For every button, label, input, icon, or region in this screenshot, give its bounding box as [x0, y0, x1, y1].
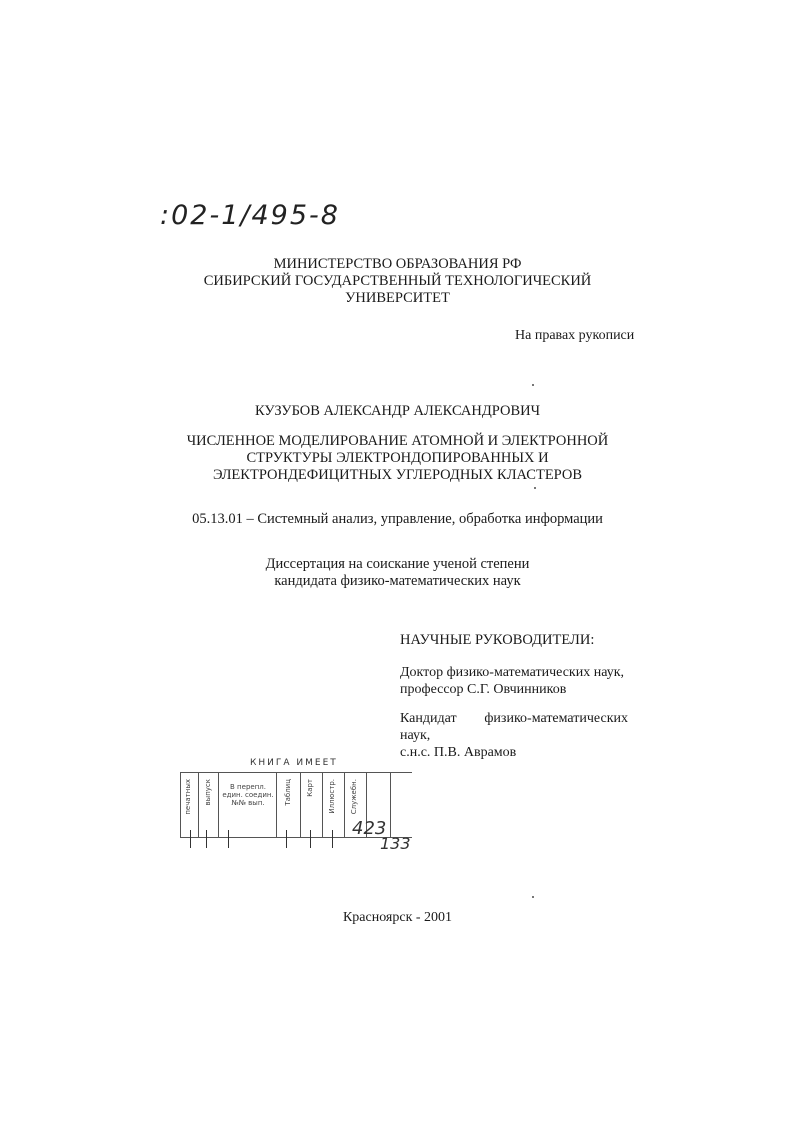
scan-speck: [534, 487, 536, 489]
stamp-mark: [286, 830, 287, 848]
stamp-col-1: печатных: [184, 779, 192, 815]
stamp-mark: [310, 830, 311, 848]
supervisor-first-line-1: Доктор физико-математических наук,: [400, 665, 625, 680]
stamp-mark: [228, 830, 229, 848]
dissertation-title: [0, 433, 795, 484]
supervisor-first-line-2: профессор С.Г. Овчинников: [400, 682, 567, 697]
title-line-1: ЧИСЛЕННОЕ МОДЕЛИРОВАНИЕ АТОМНОЙ И ЭЛЕКТРОННОЙ: [186, 433, 609, 449]
manuscript-rights-note: На правах рукописи: [515, 328, 635, 343]
stamp-col-2: выпуск: [204, 779, 212, 806]
supervisor-first: [400, 664, 628, 698]
degree-line-2: кандидата физико-математических наук: [274, 573, 521, 589]
stamp-col-5: Карт: [306, 779, 314, 797]
stamp-col-3: В перепл. един. соедин. №№ вып.: [222, 783, 274, 807]
scan-speck: [532, 896, 534, 898]
stamp-mark: [190, 830, 191, 848]
stamp-title: КНИГА ИМЕЕТ: [250, 758, 338, 768]
university-line-1: СИБИРСКИЙ ГОСУДАРСТВЕННЫЙ ТЕХНОЛОГИЧЕСКИЙ: [203, 273, 592, 289]
title-line-3: ЭЛЕКТРОНДЕФИЦИТНЫХ УГЛЕРОДНЫХ КЛАСТЕРОВ: [212, 467, 583, 483]
author-name: КУЗУБОВ АЛЕКСАНДР АЛЕКСАНДРОВИЧ: [254, 403, 541, 419]
stamp-col-7: Служебн.: [350, 779, 358, 815]
stamp-mark: [206, 830, 207, 848]
stamp-mark: [332, 830, 333, 848]
handwritten-catalog-number: :02-1/495-8: [160, 200, 340, 231]
title-line-2: СТРУКТУРЫ ЭЛЕКТРОНДОПИРОВАННЫХ И: [246, 450, 549, 466]
supervisor-second-line-1: Кандидат физико-математических наук,: [400, 711, 628, 743]
supervisors-heading: НАУЧНЫЕ РУКОВОДИТЕЛИ:: [400, 632, 595, 648]
library-stamp: [180, 758, 412, 853]
ministry-heading: МИНИСТЕРСТВО ОБРАЗОВАНИЯ РФ: [273, 256, 522, 272]
specialty-code: 05.13.01 – Системный анализ, управление, обработка информации: [192, 511, 603, 527]
scan-speck: [532, 384, 534, 386]
stamp-col-4: Таблиц: [284, 779, 292, 806]
degree-line-1: Диссертация на соискание ученой степени: [265, 556, 530, 572]
stamp-handwritten-value-1: 423: [352, 818, 387, 839]
supervisor-second-line-2: с.н.с. П.В. Аврамов: [400, 745, 517, 760]
supervisor-second: [400, 710, 628, 761]
stamp-col-6: Иллюстр.: [328, 779, 336, 814]
university-line-2: УНИВЕРСИТЕТ: [345, 290, 450, 306]
stamp-handwritten-value-2: 133: [380, 834, 411, 853]
city-and-year: Красноярск - 2001: [342, 910, 453, 925]
